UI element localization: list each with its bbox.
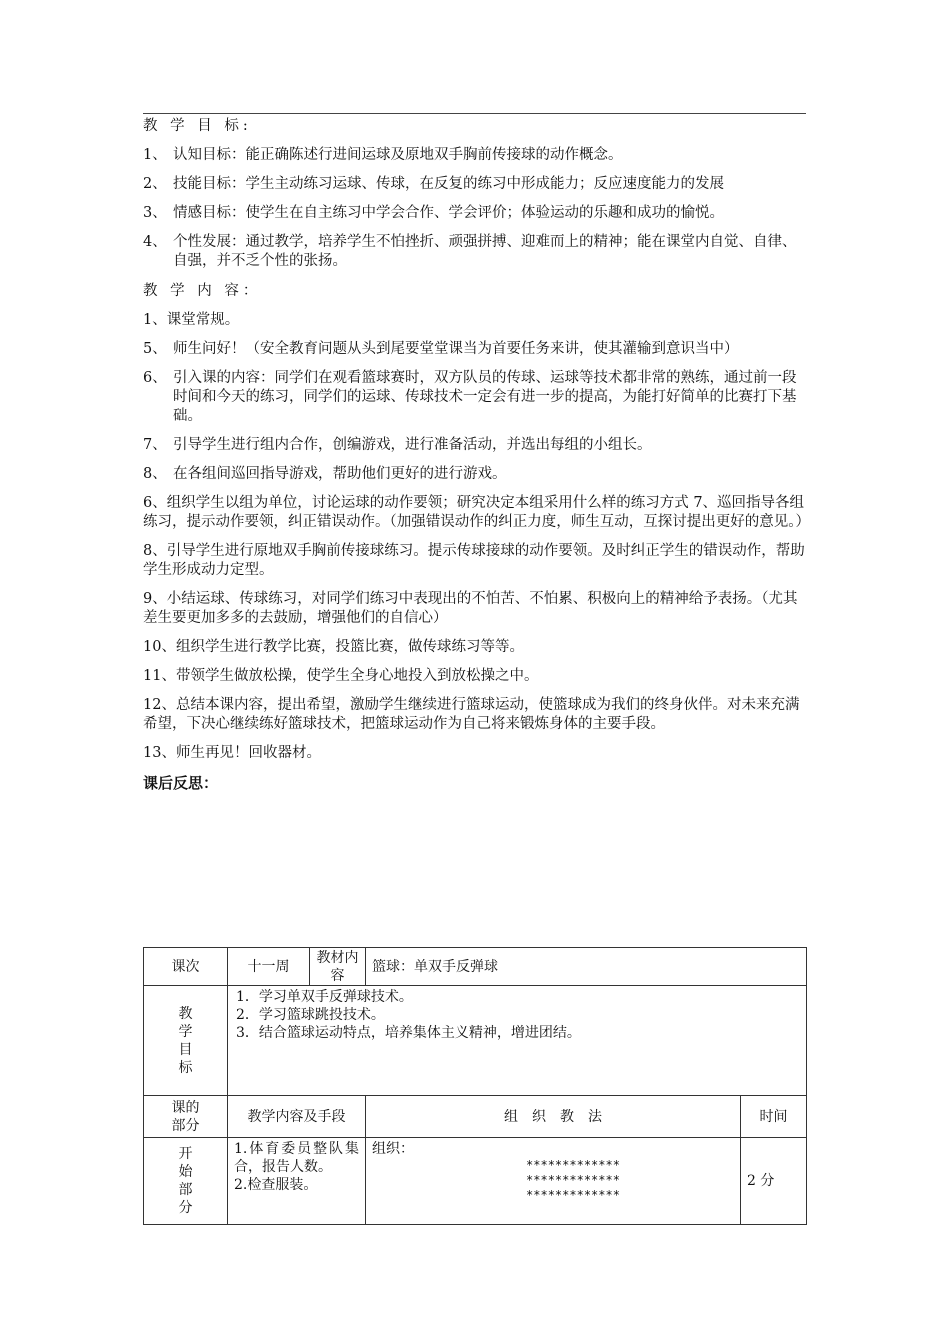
table-header-row <box>144 1096 807 1138</box>
goal-line: 2．学习篮球跳投技术。 <box>236 1007 385 1023</box>
formation-row: ************* <box>526 1158 620 1172</box>
method-header: 组 织 教 法 <box>366 1096 741 1138</box>
content-paragraph: 11、带领学生做放松操，使学生全身心地投入到放松操之中。 <box>143 668 539 684</box>
material-value: 篮球：单双手反弹球 <box>366 948 807 986</box>
content-paragraph: 12、总结本课内容，提出希望，激励学生继续进行篮球运动，使篮球成为我们的终身伙伴。对未来充满希望，下决心继续练好篮球技术，把篮球运动作为自己将来锻炼身体的主要手段。 <box>143 697 800 732</box>
step-item: 5、 师生问好！（安全教育问题从头到尾要堂堂课当为首要任务来讲，使其灌输到意识当中） <box>143 341 739 357</box>
goals-heading: 教 学 目 标: <box>143 118 252 134</box>
lesson-plan-table <box>143 947 807 1225</box>
material-label: 教材内容 <box>310 948 366 986</box>
time-header: 时间 <box>741 1096 807 1138</box>
formation-row: ************* <box>526 1173 620 1187</box>
time-value: 2 分 <box>741 1138 807 1225</box>
org-label: 组织： <box>372 1141 414 1157</box>
goal-item: 3、 情感目标：使学生在自主练习中学会合作、学会评价；体验运动的乐趣和成功的愉悦。 <box>143 205 724 221</box>
formation-row: ************* <box>526 1188 620 1202</box>
step-item: 8、 在各组间巡回指导游戏，帮助他们更好的进行游戏。 <box>143 466 507 482</box>
table-row <box>144 948 807 986</box>
content-heading: 教 学 内 容： <box>143 283 262 299</box>
table-row <box>144 986 807 1096</box>
part-label: 开始部分 <box>144 1138 228 1225</box>
content-cell: 1.体育委员整队集合，报告人数。 2.检查服装。 <box>228 1138 366 1225</box>
lesson-value: 十一周 <box>228 948 310 986</box>
goals-label: 教学目标 <box>144 986 228 1096</box>
content-paragraph: 13、师生再见！回收器材。 <box>143 745 321 761</box>
table-row <box>144 1138 807 1225</box>
step-item: 6、 引入课的内容：同学们在观看篮球赛时，双方队员的传球、运球等技术都非常的熟练，通过前一段时间和今天的练习，同学们的运球、传球技术一定会有进一步的提高，为能打好简单的比赛打下基础。 <box>143 370 797 424</box>
content-paragraph: 10、组织学生进行教学比赛，投篮比赛，做传球练习等等。 <box>143 639 524 655</box>
content-header: 教学内容及手段 <box>228 1096 366 1138</box>
method-cell <box>366 1138 741 1225</box>
reflection-heading: 课后反思： <box>143 774 219 792</box>
goals-cell <box>228 986 807 1096</box>
goal-item: 2、 技能目标：学生主动练习运球、传球，在反复的练习中形成能力；反应速度能力的发展 <box>143 176 724 192</box>
goal-line: 1．学习单双手反弹球技术。 <box>236 989 413 1005</box>
part-header: 课的部分 <box>144 1096 228 1138</box>
routine-item: 1、课堂常规。 <box>143 312 240 328</box>
step-item: 7、 引导学生进行组内合作，创编游戏，进行准备活动，并选出每组的小组长。 <box>143 437 652 453</box>
goal-item: 4、 个性发展：通过教学，培养学生不怕挫折、顽强拼搏、迎难而上的精神；能在课堂内自觉、自律、自强，并不乏个性的张扬。 <box>143 234 797 269</box>
goal-line: 3．结合篮球运动特点，培养集体主义精神，增进团结。 <box>236 1025 581 1041</box>
header-rule <box>143 113 806 114</box>
content-paragraph: 8、引导学生进行原地双手胸前传接球练习。提示传球接球的动作要领。及时纠正学生的错误动作，帮助学生形成动力定型。 <box>143 543 805 578</box>
goal-item: 1、 认知目标：能正确陈述行进间运球及原地双手胸前传接球的动作概念。 <box>143 147 623 163</box>
lesson-label: 课次 <box>144 948 228 986</box>
content-paragraph: 6、组织学生以组为单位，讨论运球的动作要领；研究决定本组采用什么样的练习方式 7、巡回指导各组练习，提示动作要领，纠正错误动作。（加强错误动作的纠正力度，师生互动，互探讨提出更好的意见。） <box>143 495 810 530</box>
content-paragraph: 9、小结运球、传球练习，对同学们练习中表现出的不怕苦、不怕累、积极向上的精神给予表扬。（尤其差生要更加多多的去鼓励，增强他们的自信心） <box>143 591 798 626</box>
lesson-document <box>143 116 810 793</box>
